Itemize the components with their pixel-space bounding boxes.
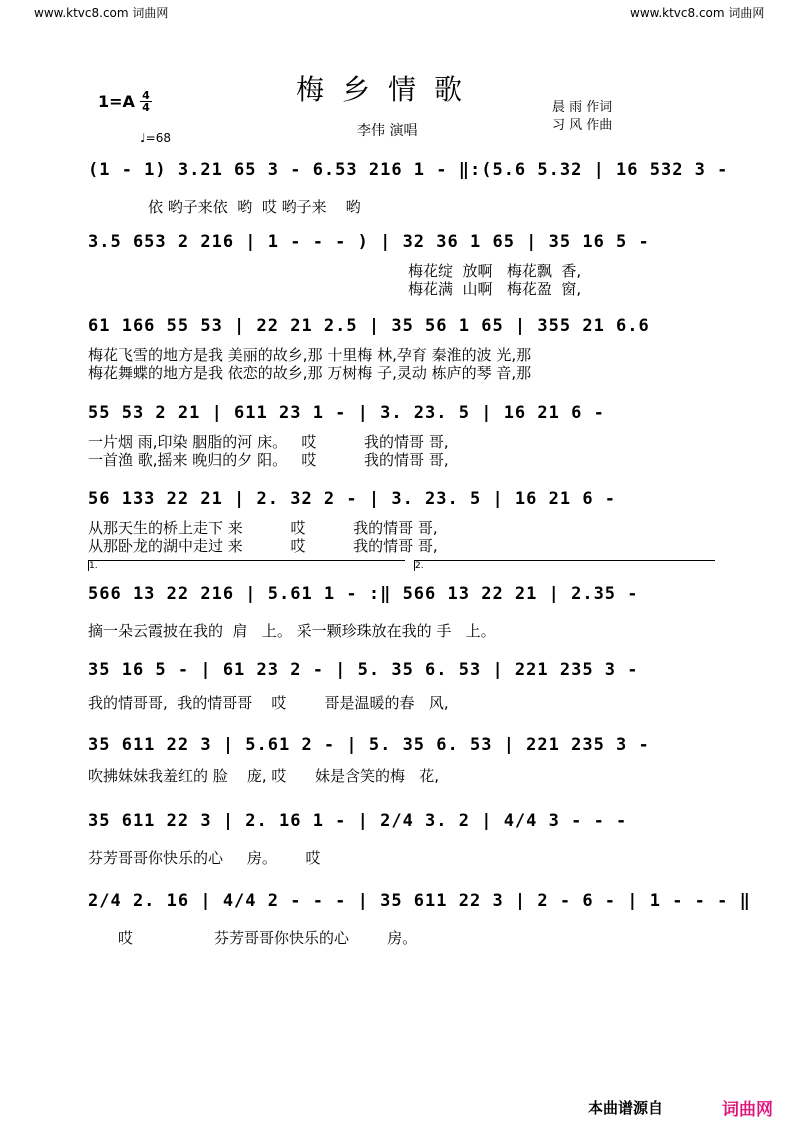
site-watermark-right: www.ktvc8.com 词曲网 <box>630 6 765 20</box>
singer-credit: 李伟 演唱 <box>357 123 418 139</box>
lyric-line: 摘一朵云霞披在我的 肩 上。 采一颗珍珠放在我的 手 上。 <box>88 622 496 640</box>
notation-line: 35 611 22 3 | 5.61 2 - | 5. 35 6. 53 | 221 235 3 - <box>88 735 650 755</box>
notation-line: (1 - 1) 3.21 65 3 - 6.53 216 1 - ‖:(5.6 5.32 | 16 532 3 - <box>88 160 729 180</box>
lyric-line: 从那天生的桥上走下 来 哎 我的情哥 哥, <box>88 519 438 537</box>
lyric-line: 梅花飞雪的地方是我 美丽的故乡,那 十里梅 林,孕育 秦淮的波 光,那 <box>88 346 532 364</box>
score-row-10 <box>88 891 751 951</box>
lyric-line-2: 从那卧龙的湖中走过 来 哎 我的情哥 哥, <box>88 537 438 555</box>
notation-line: 55 53 2 21 | 611 23 1 - | 3. 23. 5 | 16 21 6 - <box>88 403 605 423</box>
score-row-7 <box>88 660 714 720</box>
lyric-line: 梅花绽 放啊 梅花飘 香, <box>408 262 582 280</box>
lyric-line: 我的情哥哥, 我的情哥哥 哎 哥是温暖的春 风, <box>88 694 449 712</box>
notation-line: 56 133 22 21 | 2. 32 2 - | 3. 23. 5 | 16 21 6 - <box>88 489 617 509</box>
score-row-3 <box>88 316 714 386</box>
score-row-6 <box>88 584 714 644</box>
lyric-line: 一片烟 雨,印染 胭脂的河 床。 哎 我的情哥 哥, <box>88 433 449 451</box>
volta-second-label: 2. <box>415 561 424 571</box>
meter-bottom: 4 <box>140 101 152 113</box>
lyric-line: 芬芳哥哥你快乐的心 房。 哎 <box>88 849 321 867</box>
notation-line: 35 16 5 - | 61 23 2 - | 5. 35 6. 53 | 221 235 3 - <box>88 660 639 680</box>
song-title: 梅乡情歌 <box>296 73 481 106</box>
composer-credit: 习 风 作曲 <box>552 118 613 133</box>
notation-line: 566 13 22 216 | 5.61 1 - :‖ 566 13 22 21 | 2.35 - <box>88 584 639 604</box>
tempo-mark: ♩=68 <box>140 131 171 145</box>
site-watermark-left: www.ktvc8.com 词曲网 <box>34 6 169 20</box>
volta-second-ending <box>414 560 715 571</box>
footer-source-text: 本曲谱源自 <box>588 1099 664 1117</box>
notation-line: 2/4 2. 16 | 4/4 2 - - - | 35 611 22 3 | 2 - 6 - | 1 - - - ‖ <box>88 891 751 911</box>
score-row-8 <box>88 735 714 795</box>
lyric-line-2: 梅花舞蝶的地方是我 依恋的故乡,那 万树梅 子,灵动 栋庐的琴 音,那 <box>88 364 532 382</box>
lyric-line: 吹拂妹妹我羞红的 脸 庞, 哎 妹是含笑的梅 花, <box>88 767 440 785</box>
lyric-line-2: 一首渔 歌,摇来 晚归的夕 阳。 哎 我的情哥 哥, <box>88 451 449 469</box>
lyric-line: 依 哟子来依 哟 哎 哟子来 哟 <box>148 198 361 216</box>
volta-first-ending <box>88 560 405 571</box>
footer-brand-logo: 词曲网 <box>722 1100 773 1120</box>
score-row-9 <box>88 811 714 871</box>
key-signature: 1=A <box>98 92 135 111</box>
notation-line: 3.5 653 2 216 | 1 - - - ) | 32 36 1 65 | 35 16 5 - <box>88 232 650 252</box>
lyricist-credit: 晨 雨 作词 <box>552 100 613 115</box>
notation-line: 61 166 55 53 | 22 21 2.5 | 35 56 1 65 | 355 21 6.6 <box>88 316 650 336</box>
volta-first-label: 1. <box>89 561 98 571</box>
score-row-1 <box>88 160 729 220</box>
lyric-line-2: 梅花满 山啊 梅花盈 窗, <box>408 280 582 298</box>
score-row-2 <box>88 232 714 302</box>
time-signature <box>140 90 152 113</box>
notation-line: 35 611 22 3 | 2. 16 1 - | 2/4 3. 2 | 4/4 3 - - - <box>88 811 628 831</box>
lyric-line: 哎 芬芳哥哥你快乐的心 房。 <box>118 929 418 947</box>
meter-top: 4 <box>142 89 150 102</box>
score-row-4 <box>88 403 714 473</box>
score-row-5 <box>88 489 714 559</box>
